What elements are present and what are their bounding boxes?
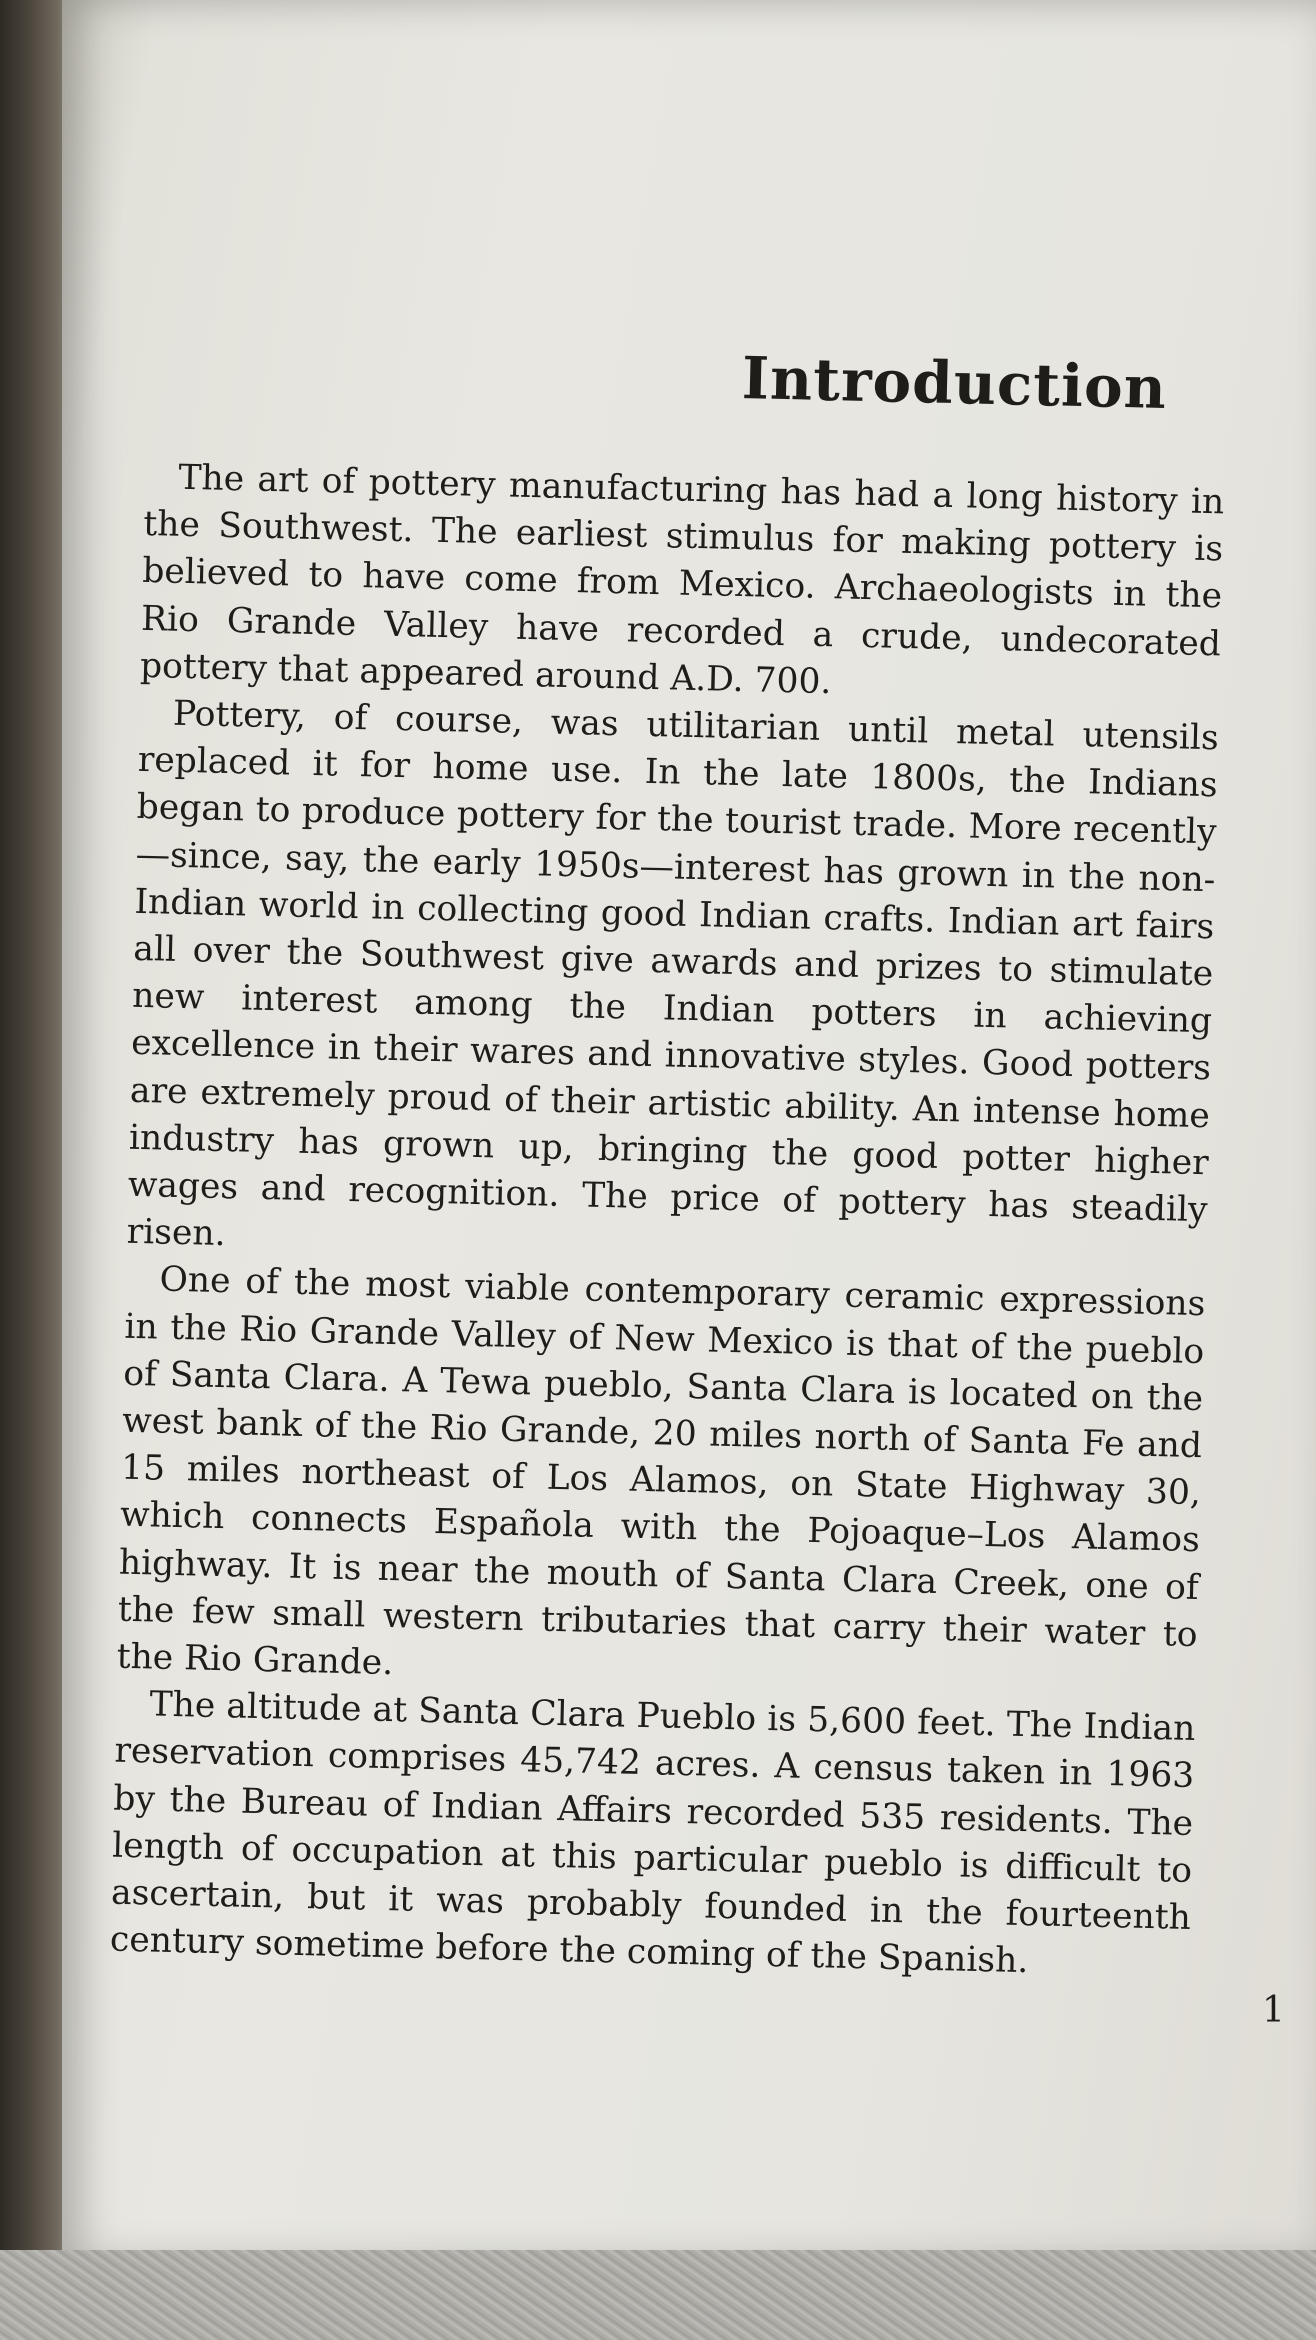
page-number: 1 [1262,1990,1285,2031]
paragraph-2: Pottery, of course, was utilitarian until metal utensils replaced it for home use. In the late 1800s, the Indians began to produce pottery for the tourist trade. More recently—since, say, the early 1950s—interest has grown in the non-Indian world in collecting good Indian crafts. Indian art fairs all over the Southwest give awards and prizes to stimulate new interest among the Indian potters in achieving excellence in their wares and innovative styles. Good potters are extremely proud of their artistic ability. An intense home industry has grown up, bringing the good potter higher wages and recognition. The price of pottery has steadily risen. [126,693,1220,1255]
paragraph-1: The art of pottery manufacturing has had a long history in the Southwest. The earliest stimulus for making pottery is believed to have come from Mexico. Archaeologists in the Rio Grande Valley have recorded a crude, undecorated pottery that appeared around A.D. 700. [139,457,1225,703]
paragraph-4: The altitude at Santa Clara Pueblo is 5,600 feet. The Indian reservation comprises 45,742 acres. A census taken in 1963 by the Bureau of Indian Affairs recorded 535 residents. The length of occupation at this particular pueblo is difficult to ascertain, but it was probably founded in the fourteenth century sometime before the coming of the Spanish. [109,1684,1196,1982]
chapter-heading: Introduction [741,344,1168,423]
page-text-block [109,330,1227,1989]
paragraph-3: One of the most viable contemporary ceramic expressions in the Rio Grande Valley of New Mexico is that of the pueblo of Santa Clara. A Tewa pueblo, Santa Clara is located on the west bank of the Rio Grande, 20 miles north of Santa Fe and 15 miles northeast of Los Alamos, on State Highway 30, which connects Española with the Pojoaque–Los Alamos highway. It is near the mouth of Santa Clara Creek, one of the few small western tributaries that carry their water to the Rio Grande. [116,1259,1206,1684]
table-surface [0,2250,1316,2340]
